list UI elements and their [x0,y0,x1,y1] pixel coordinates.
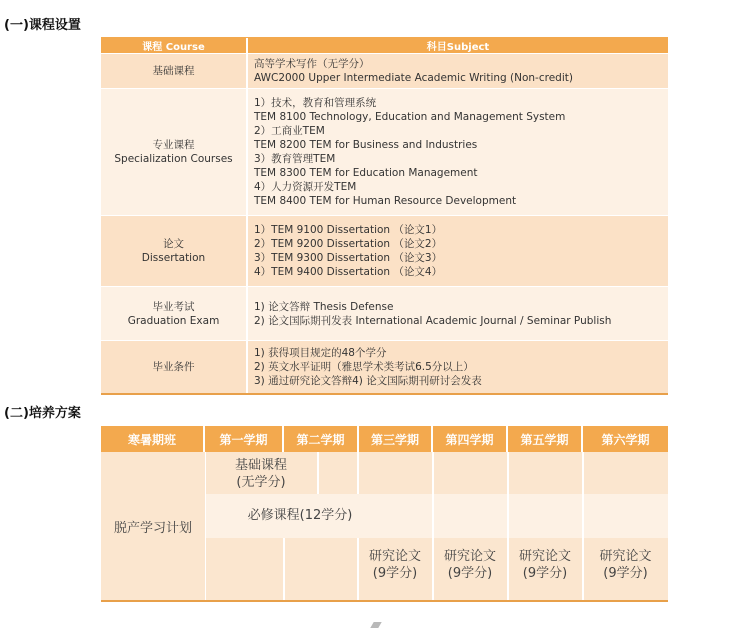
table-row-graduation-exam [101,286,668,340]
subject-cell [248,287,668,340]
plan-table [101,426,668,602]
subject-cell [248,216,668,286]
research-paper-name: 研究论文 [599,549,652,564]
basic-course-name: 基础课程 [234,458,287,473]
subject-line: 4）人力资源开发TEM [254,181,357,193]
subject-line: 3）教育管理TEM [254,153,336,165]
section-title-training-plan: (二)培养方案 [4,406,81,421]
subject-line: TEM 8100 Technology, Education and Management System [254,111,566,123]
research-paper-name: 研究论文 [443,549,496,564]
course-cell [101,216,248,286]
table-row-graduation-requirements [101,340,668,393]
divider [283,538,285,600]
header-subject: 科目Subject [426,41,490,53]
subject-line: TEM 8300 TEM for Education Management [254,167,478,179]
subject-line: 1) 获得项目规定的48个学分 [254,347,387,359]
subject-line: AWC2000 Upper Intermediate Academic Writing (Non-credit) [254,72,573,84]
decorative-mark [370,622,381,628]
research-paper-credits: (9学分) [372,566,418,581]
research-paper-credits: (9学分) [603,566,648,581]
research-paper-cell [358,548,432,582]
header-semester-3: 第三学期 [359,426,433,452]
plan-row-label: 脱产学习计划 [101,452,205,600]
course-name: 毕业条件 [152,361,195,373]
course-name: 毕业考试 [152,300,195,313]
header-semester-4: 第四学期 [433,426,508,452]
subject-line: 3）TEM 9300 Dissertation （论文3） [254,252,443,264]
table-row-basic [101,53,668,88]
divider [317,452,319,494]
basic-course-credits: (无学分) [236,475,286,490]
table-row-specialization [101,88,668,215]
course-cell [101,287,248,340]
header-course: 课程 Course [101,38,248,53]
subject-line: 1）TEM 9100 Dissertation （论文1） [254,224,443,236]
divider [357,452,359,494]
table-row-dissertation [101,215,668,286]
course-table-header [101,37,668,53]
header-semester-6: 第六学期 [601,432,650,447]
research-paper-name: 研究论文 [368,549,421,564]
subject-cell [248,54,668,88]
header-semester-2: 第二学期 [284,426,359,452]
course-name: 基础课程 [152,65,195,77]
required-course-cell: 必修课程(12学分) [247,508,353,523]
course-name-en: Specialization Courses [114,153,233,165]
header-semester-5: 第五学期 [508,426,583,452]
subject-cell [248,341,668,393]
subject-cell [248,89,668,215]
course-name-en: Dissertation [141,252,206,264]
basic-course-cell [205,457,317,491]
research-paper-cell [583,548,668,582]
subject-line: 2) 英文水平证明（雅思学术类考试6.5分以上） [254,361,474,373]
course-name: 专业课程 [152,139,195,151]
section-title-course-setup: (一)课程设置 [4,18,81,33]
course-name-en: Graduation Exam [127,314,220,327]
subject-line: 高等学术写作（无学分） [254,58,370,70]
research-paper-credits: (9学分) [447,566,493,581]
course-cell [101,89,248,215]
course-table [101,37,668,395]
plan-table-header [101,426,668,452]
research-paper-credits: (9学分) [522,566,568,581]
course-cell [101,341,248,393]
course-cell [101,54,248,88]
header-semester-1: 第一学期 [205,426,284,452]
subject-line: 3) 通过研究论文答辩4) 论文国际期刊研讨会发表 [254,375,482,387]
subject-line: 1）技术，教育和管理系统 [254,97,377,109]
subject-line: 1) 论文答辩 Thesis Defense [254,300,394,313]
subject-line: 2）工商业TEM [254,125,325,137]
subject-line: TEM 8200 TEM for Business and Industries [254,139,478,151]
subject-line: 4）TEM 9400 Dissertation （论文4） [254,266,443,278]
research-paper-name: 研究论文 [518,549,571,564]
subject-line: TEM 8400 TEM for Human Resource Development [254,195,517,207]
research-paper-cell [433,548,507,582]
research-paper-cell [508,548,582,582]
subject-line: 2) 论文国际期刊发表 International Academic Journal / Seminar Publish [254,314,612,327]
course-name: 论文 [163,238,184,250]
header-summer-winter: 寒暑期班 [101,426,205,452]
subject-line: 2）TEM 9200 Dissertation （论文2） [254,238,443,250]
